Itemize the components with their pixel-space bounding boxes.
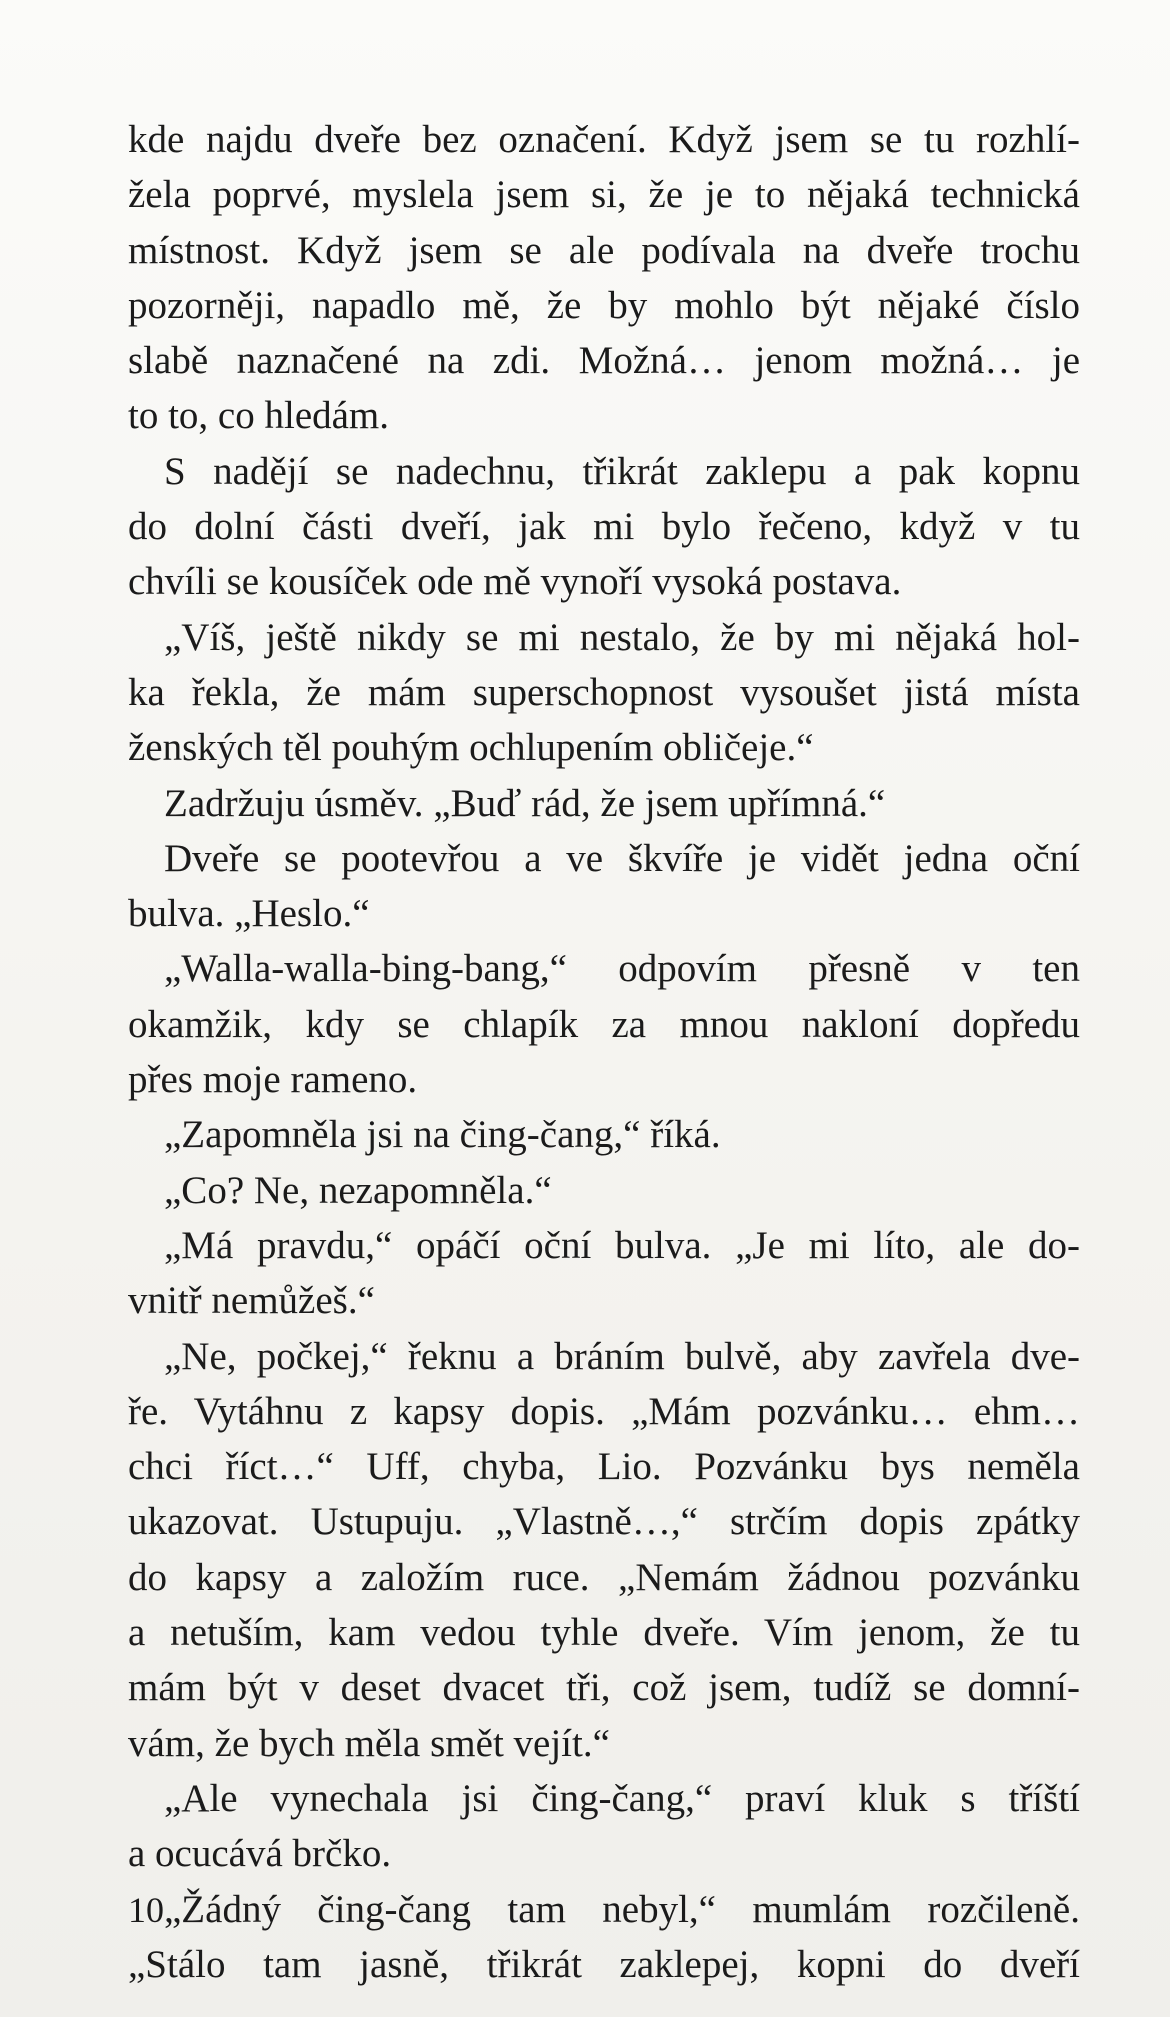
text-line: „Walla-walla-bing-bang,“ odpovím přesně v ten xyxy=(164,947,1080,991)
text-line: a netuším, kam vedou tyhle dveře. Vím jenom, že tu xyxy=(128,1611,1080,1655)
text-line: vám, že bych měla smět vejít.“ xyxy=(128,1721,610,1765)
text-line: a ocucává brčko. xyxy=(128,1832,392,1876)
page-number: 10 xyxy=(128,1890,164,1930)
text-line: ka řekla, že mám superschopnost vysoušet jistá místa xyxy=(128,670,1080,714)
text-line: pozorněji, napadlo mě, že by mohlo být nějaké číslo xyxy=(128,283,1080,327)
text-line: Zadržuju úsměv. „Buď rád, že jsem upřímná.“ xyxy=(164,781,886,825)
text-line: vnitř nemůžeš.“ xyxy=(128,1279,375,1323)
text-line: místnost. Když jsem se ale podívala na dveře trochu xyxy=(128,228,1080,272)
text-line: chvíli se kousíček ode mě vynoří vysoká postava. xyxy=(128,560,902,604)
text-line: mám být v deset dvacet tři, což jsem, tudíž se domní- xyxy=(128,1666,1080,1710)
text-line: ženských těl pouhým ochlupením obličeje.“ xyxy=(128,726,814,770)
text-line: žela poprvé, myslela jsem si, že je to nějaká technická xyxy=(128,173,1080,217)
text-line: slabě naznačené na zdi. Možná… jenom možná… je xyxy=(128,339,1080,383)
text-line: „Žádný čing-čang tam nebyl,“ mumlám rozčileně. xyxy=(164,1887,1080,1931)
text-line: chci říct…“ Uff, chyba, Lio. Pozvánku bys neměla xyxy=(128,1445,1080,1489)
text-line: ukazovat. Ustupuju. „Vlastně…,“ strčím dopis zpátky xyxy=(128,1500,1080,1544)
text-line: „Co? Ne, nezapomněla.“ xyxy=(164,1168,552,1212)
text-line: ře. Vytáhnu z kapsy dopis. „Mám pozvánku… ehm… xyxy=(128,1389,1080,1433)
text-line: „Víš, ještě nikdy se mi nestalo, že by mi nějaká hol- xyxy=(164,615,1080,659)
text-line: S nadějí se nadechnu, třikrát zaklepu a pak kopnu xyxy=(164,449,1080,493)
text-line: to to, co hledám. xyxy=(128,394,390,438)
text-line: Dveře se pootevřou a ve škvíře je vidět jedna oční xyxy=(164,836,1080,880)
text-line: do kapsy a založím ruce. „Nemám žádnou pozvánku xyxy=(128,1555,1080,1599)
text-line: přes moje rameno. xyxy=(128,1058,418,1102)
body-text xyxy=(128,112,1080,1992)
text-line: „Má pravdu,“ opáčí oční bulva. „Je mi líto, ale do- xyxy=(164,1223,1080,1267)
text-line: „Ne, počkej,“ řeknu a bráním bulvě, aby zavřela dve- xyxy=(164,1334,1080,1378)
text-line: bulva. „Heslo.“ xyxy=(128,892,370,936)
text-line: „Ale vynechala jsi čing-čang,“ praví kluk s tříští xyxy=(164,1776,1080,1820)
text-line: do dolní části dveří, jak mi bylo řečeno, když v tu xyxy=(128,505,1080,549)
text-line: okamžik, kdy se chlapík za mnou nakloní dopředu xyxy=(128,1002,1080,1046)
text-line: „Zapomněla jsi na čing-čang,“ říká. xyxy=(164,1113,721,1157)
text-line: „Stálo tam jasně, třikrát zaklepej, kopni do dveří xyxy=(128,1942,1080,1986)
text-line: kde najdu dveře bez označení. Když jsem se tu rozhlí- xyxy=(128,118,1080,161)
